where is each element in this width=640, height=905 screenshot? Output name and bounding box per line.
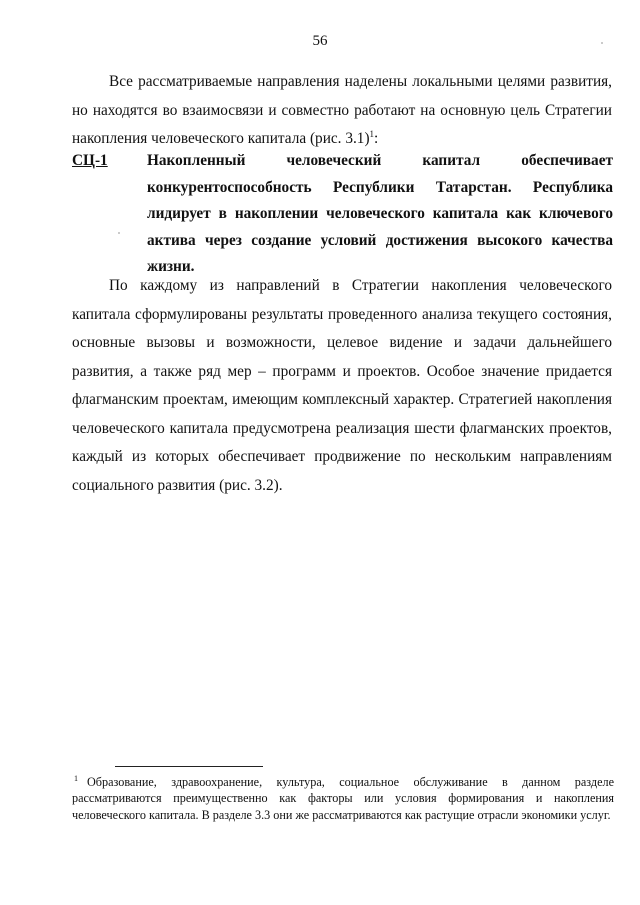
intro-tail: : <box>374 130 379 147</box>
main-paragraph: По каждому из направлений в Стратегии накопления человеческого капитала сформулированы результаты проведенного анализа текущего состояния, основные вызовы и возможности, целевое видение и задачи дальнейшего развития, а также ряд мер – программ и проектов. Особое значение придается флагманским проектам, имеющим комплексный характер. Стратегией накопления человеческого капитала предусмотрена реализация шести флагманских проектов, каждый из которых обеспечивает продвижение по нескольким направлениям социального развития (рис. 3.2). <box>72 277 612 494</box>
footnote <box>72 774 614 823</box>
footnote-text: Образование, здравоохранение, культура, социальное обслуживание в данном разделе рассматриваются преимущественно как факторы или условия формирования и накопления человеческого капитала. В разделе 3.3 они же рассматриваются как растущие отрасли экономики услуг. <box>72 775 614 822</box>
strategic-goal-block <box>72 148 613 275</box>
scan-speck <box>118 232 120 234</box>
footnote-marker: 1 <box>74 773 78 783</box>
goal-text: Накопленный человеческий капитал обеспечивает конкурентоспособность Республики Татарстан. Республика лидирует в накоплении человеческого капитала как ключевого актива через создание условий достижения высокого качества жизни. <box>147 152 613 275</box>
footnote-reference: 1 <box>369 128 375 139</box>
scan-speck <box>601 42 603 44</box>
goal-code: СЦ-1 <box>72 152 108 169</box>
page-number: 56 <box>312 33 328 49</box>
footnote-separator <box>115 766 263 767</box>
intro-text: Все рассматриваемые направления наделены локальными целями развития, но находятся во взаимосвязи и совместно работают на основную цель Стратегии накопления человеческого капитала (рис. 3.1) <box>72 73 612 147</box>
intro-paragraph <box>72 68 612 154</box>
